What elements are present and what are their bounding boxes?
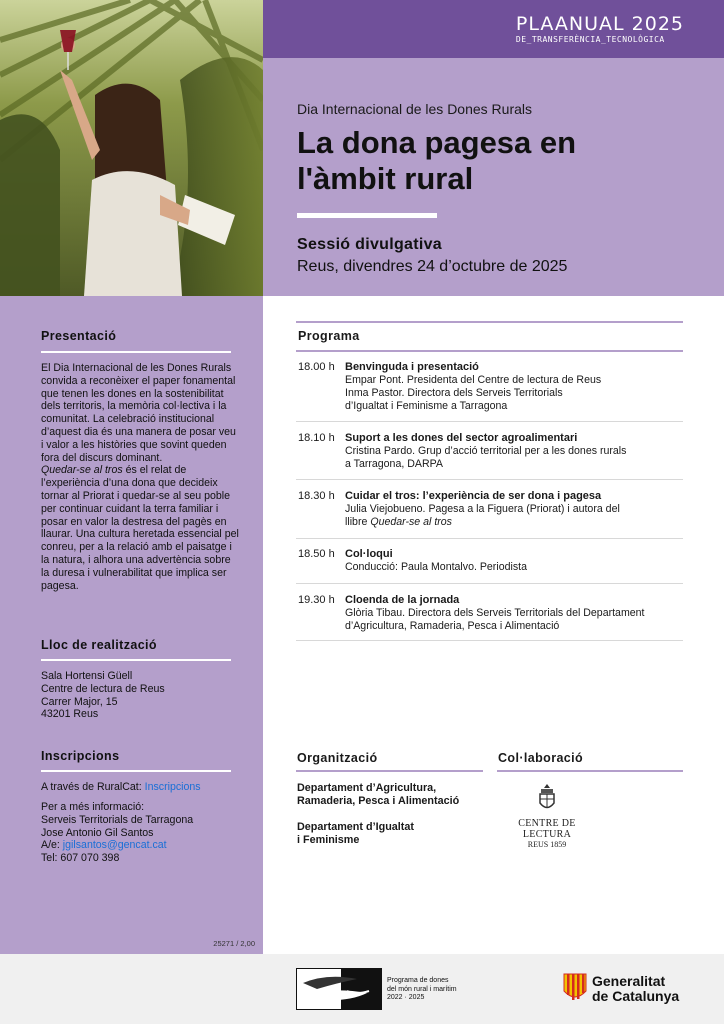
- item-title: Cuidar el tros: l’experiència de ser dona i pagesa: [345, 490, 602, 502]
- row-divider: [296, 421, 683, 422]
- book-title: Quedar-se al tros: [370, 516, 452, 528]
- programa-dones-line: del món rural i marítim: [387, 985, 457, 993]
- generalitat-line: Generalitat: [592, 973, 666, 989]
- generalitat-logo: [563, 973, 587, 1008]
- hero-photo: [0, 0, 263, 296]
- item-time: 18.50 h: [298, 548, 335, 560]
- header-panel: [263, 58, 724, 296]
- info-email: [41, 839, 241, 852]
- email-link[interactable]: jgilsantos@gencat.cat: [62, 839, 167, 852]
- item-time: 18.00 h: [298, 361, 335, 373]
- venue-street: Carrer Major, 15: [41, 695, 118, 708]
- collab-logo-sub: REUS 1859: [527, 840, 567, 849]
- programa-dones-text: [387, 977, 457, 1003]
- presentacio-text: [41, 362, 241, 592]
- brand-logo: [516, 13, 684, 45]
- collaboracio-divider: [497, 770, 683, 772]
- lloc-heading: Lloc de realització: [41, 638, 157, 652]
- lloc-divider: [41, 659, 231, 661]
- item-time: 19.30 h: [298, 594, 335, 606]
- generalitat-line: de Catalunya: [592, 988, 680, 1004]
- session-date: Reus, divendres 24 d’octubre de 2025: [297, 258, 568, 275]
- presentacio-divider: [41, 351, 231, 353]
- feather-icon: [297, 969, 381, 1009]
- item-line: d’Igualtat i Feminisme a Tarragona: [345, 400, 508, 412]
- row-divider: [296, 640, 683, 641]
- item-body: [345, 490, 685, 529]
- event-kicker: Dia Internacional de les Dones Rurals: [297, 101, 533, 117]
- item-time: 18.10 h: [298, 432, 335, 444]
- presentacio-p2: [41, 464, 241, 592]
- email-prefix: A/e:: [41, 839, 63, 852]
- organizer-line: i Feminisme: [297, 834, 360, 846]
- inscripcions-prefix: A través de RuralCat:: [41, 781, 145, 793]
- item-line: d’Agricultura, Ramaderia, Pesca i Alimentació: [345, 620, 560, 632]
- item-line: Empar Pont. Presidenta del Centre de lectura de Reus: [345, 374, 602, 386]
- item-title: Suport a les dones del sector agroalimentari: [345, 432, 578, 444]
- organizer-equality: [297, 821, 477, 847]
- item-line-prefix: llibre: [345, 516, 371, 528]
- item-title: Benvinguda i presentació: [345, 361, 479, 373]
- programa-dones-logo: [296, 968, 382, 1010]
- inscripcions-heading: Inscripcions: [41, 749, 120, 763]
- header-bar: [263, 0, 724, 58]
- item-line: a Tarragona, DARPA: [345, 458, 443, 470]
- inscripcions-link[interactable]: Inscripcions: [144, 781, 201, 793]
- programa-heading: Programa: [298, 329, 360, 343]
- woman-vineyard-illustration: [0, 0, 263, 296]
- inscripcions-divider: [41, 770, 231, 772]
- session-type: Sessió divulgativa: [297, 236, 443, 253]
- collab-logo-text: CENTRE DE LECTURA: [518, 818, 576, 840]
- presentacio-p2-text: és el relat de l’experiència d’una dona que decideix tornar al Priorat i quedar-se al seu poble per continuar cuidant la terra familiar i posar en valor la destresa del pagès en llaurar. Una cultura heretada essencial pel conreu, per a la relació amb el paisatge i la natura, i alhora una advertència sobre la duresa i vulnerabilitat que implica ser pagesa.: [41, 464, 239, 592]
- organizer-line: Departament d’Agricultura,: [297, 782, 437, 794]
- presentacio-p1: El Dia Internacional de les Dones Rurals convida a reconèixer el paper fonamental que tenen les dones en la sostenibilitat dels territoris, la memòria col·lectiva i la comunitat. La celebració institucional d’aquest dia és una manera de posar veu i valor a les històries que sovint queden fora del discurs dominant.: [41, 362, 236, 464]
- row-divider: [296, 479, 683, 480]
- info-phone: Tel: 607 070 398: [41, 852, 120, 865]
- programa-dones-line: Programa de dones: [387, 977, 449, 984]
- item-line: Glòria Tibau. Directora dels Serveis Territorials del Departament: [345, 607, 645, 619]
- collaboracio-heading: Col·laboració: [498, 751, 584, 765]
- centre-lectura-logo: [497, 783, 597, 849]
- item-body: [345, 548, 685, 574]
- sidebar: [0, 296, 263, 954]
- item-line: Julia Viejobueno. Pagesa a la Figuera (Priorat) i autora del: [345, 503, 620, 515]
- book-title: Quedar-se al tros: [41, 464, 123, 477]
- item-line: [345, 516, 685, 529]
- contact-info: [41, 801, 241, 865]
- page-title: [297, 125, 717, 197]
- organizer-agriculture: [297, 782, 477, 808]
- programa-top-divider: [296, 321, 683, 323]
- organitzacio-heading: Organització: [297, 751, 378, 765]
- item-body: [345, 594, 685, 633]
- row-divider: [296, 583, 683, 584]
- item-title: Cloenda de la jornada: [345, 594, 460, 606]
- organizer-line: Ramaderia, Pesca i Alimentació: [297, 795, 460, 807]
- senyera-icon: [563, 973, 587, 1003]
- item-line: Inma Pastor. Directora dels Serveis Territorials: [345, 387, 563, 399]
- presentacio-heading: Presentació: [41, 329, 117, 343]
- inscripcions-via: [41, 781, 241, 794]
- footer: [0, 954, 724, 1024]
- title-divider: [297, 213, 437, 218]
- crest-icon: [535, 783, 559, 813]
- venue-name: Centre de lectura de Reus: [41, 682, 165, 695]
- item-time: 18.30 h: [298, 490, 335, 502]
- row-divider: [296, 538, 683, 539]
- generalitat-text: [592, 974, 679, 1004]
- title-line-1: La dona pagesa en: [297, 125, 577, 160]
- item-line: Conducció: Paula Montalvo. Periodista: [345, 561, 527, 573]
- item-body: [345, 432, 685, 471]
- lloc-address: [41, 670, 241, 721]
- info-label: Per a més informació:: [41, 801, 145, 813]
- info-name: Jose Antonio Gil Santos: [41, 826, 154, 839]
- item-title: Col·loqui: [345, 548, 393, 560]
- organitzacio-divider: [296, 770, 483, 772]
- venue-room: Sala Hortensi Güell: [41, 670, 133, 682]
- brand-subtitle: DE_TRANSFERÈNCIA_TECNOLÒGICA: [515, 35, 665, 44]
- info-org: Serveis Territorials de Tarragona: [41, 813, 194, 826]
- item-line: Cristina Pardo. Grup d’acció territorial per a les dones rurals: [345, 445, 627, 457]
- title-line-2: l'àmbit rural: [297, 161, 474, 196]
- organizer-line: Departament d’Igualtat: [297, 821, 414, 833]
- venue-city: 43201 Reus: [41, 708, 99, 721]
- programa-divider: [296, 350, 683, 352]
- brand-name: PLAANUAL 2025: [515, 13, 684, 35]
- document-code: 25271 / 2,00: [213, 939, 255, 948]
- item-body: [345, 361, 685, 413]
- programa-dones-line: 2022 · 2025: [387, 994, 425, 1001]
